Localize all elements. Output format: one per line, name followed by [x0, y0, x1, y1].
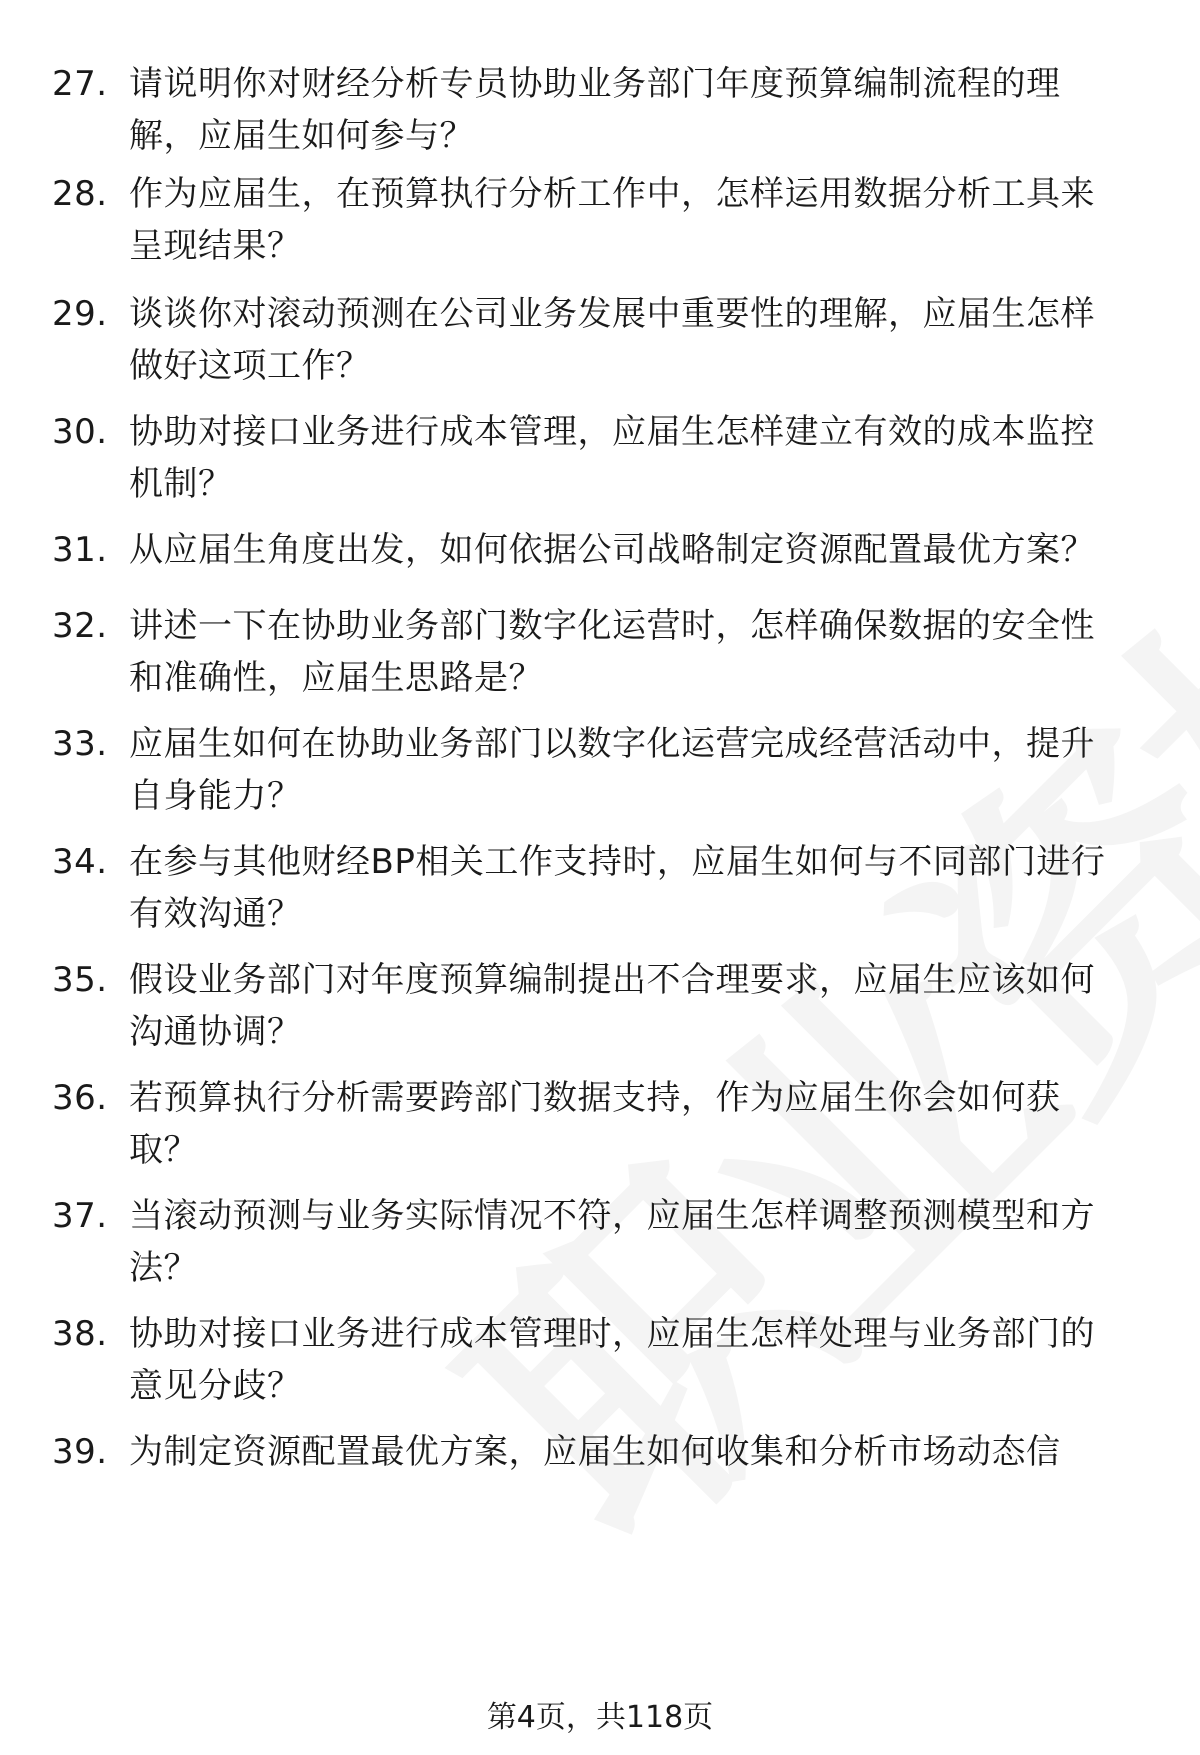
question-text-line: 解，应届生如何参与？: [129, 116, 474, 156]
question-text-line: 请说明你对财经分析专员协助业务部门年度预算编制流程的理: [129, 64, 1061, 104]
question-text-line: 谈谈你对滚动预测在公司业务发展中重要性的理解，应届生怎样: [129, 294, 1095, 334]
question-text-line: 机制？: [129, 464, 233, 504]
question-text-line: 在参与其他财经BP相关工作支持时，应届生如何与不同部门进行: [129, 842, 1106, 882]
question-text-line: 和准确性，应届生思路是？: [129, 658, 543, 698]
question-number: 34.: [52, 842, 108, 882]
question-number: 30.: [52, 412, 108, 452]
question-text-line: 法？: [129, 1248, 198, 1288]
question-text-line: 意见分歧？: [129, 1366, 302, 1406]
question-number: 38.: [52, 1314, 108, 1354]
question-number: 27.: [52, 64, 108, 104]
question-number: 32.: [52, 606, 108, 646]
question-text-line: 自身能力？: [129, 776, 302, 816]
question-number: 29.: [52, 294, 108, 334]
question-number: 37.: [52, 1196, 108, 1236]
question-number: 36.: [52, 1078, 108, 1118]
question-text-line: 协助对接口业务进行成本管理，应届生怎样建立有效的成本监控: [129, 412, 1095, 452]
question-text-line: 应届生如何在协助业务部门以数字化运营完成经营活动中，提升: [129, 724, 1095, 764]
question-text-line: 若预算执行分析需要跨部门数据支持，作为应届生你会如何获: [129, 1078, 1061, 1118]
question-number: 35.: [52, 960, 108, 1000]
question-text-line: 有效沟通？: [129, 894, 302, 934]
question-text-line: 沟通协调？: [129, 1012, 302, 1052]
question-text-line: 呈现结果？: [129, 226, 302, 266]
question-text-line: 讲述一下在协助业务部门数字化运营时，怎样确保数据的安全性: [129, 606, 1095, 646]
question-text-line: 为制定资源配置最优方案，应届生如何收集和分析市场动态信: [129, 1432, 1061, 1472]
question-number: 33.: [52, 724, 108, 764]
question-number: 31.: [52, 530, 108, 570]
page-footer: 第4页，共118页: [486, 1700, 714, 1735]
question-number: 39.: [52, 1432, 108, 1472]
question-text-line: 协助对接口业务进行成本管理时，应届生怎样处理与业务部门的: [129, 1314, 1095, 1354]
question-text-line: 做好这项工作？: [129, 346, 371, 386]
question-text-line: 当滚动预测与业务实际情况不符，应届生怎样调整预测模型和方: [129, 1196, 1095, 1236]
question-text-line: 假设业务部门对年度预算编制提出不合理要求，应届生应该如何: [129, 960, 1095, 1000]
question-text-line: 从应届生角度出发，如何依据公司战略制定资源配置最优方案？: [129, 530, 1095, 570]
question-text-line: 作为应届生，在预算执行分析工作中，怎样运用数据分析工具来: [129, 174, 1095, 214]
question-text-line: 取？: [129, 1130, 198, 1170]
question-number: 28.: [52, 174, 108, 214]
